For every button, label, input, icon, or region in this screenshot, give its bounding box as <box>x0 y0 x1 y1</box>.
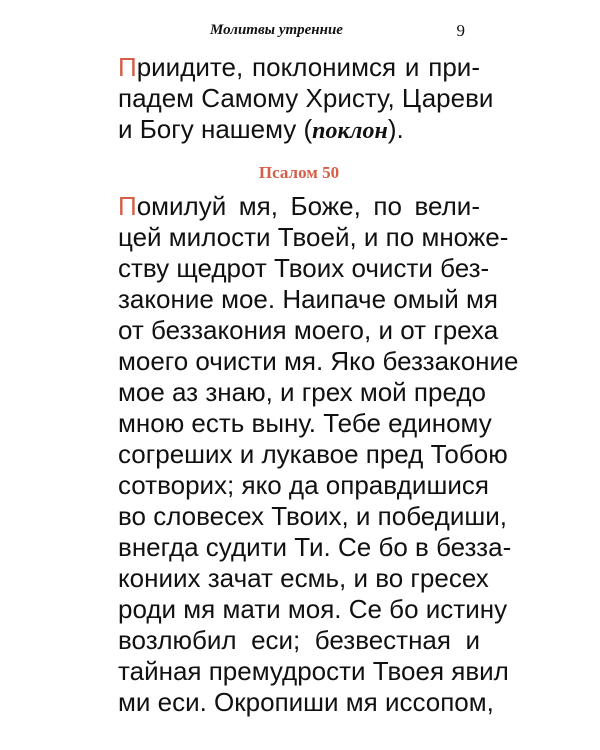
psalm-line: сотворих; яко да оправдишися <box>118 470 489 500</box>
rubric-bow: поклон <box>312 118 388 144</box>
psalm-line: мое аз знаю, и грех мой предо <box>118 377 486 407</box>
psalm-line: внегда судити Ти. Се бо в безза- <box>118 532 512 562</box>
intro-line-3-start: и Богу нашему ( <box>118 114 313 144</box>
running-head <box>118 22 480 46</box>
psalm-line-1 <box>118 191 480 222</box>
psalm-line: возлюбил еси; безвестная и <box>118 625 480 655</box>
page-number: 9 <box>456 21 465 40</box>
psalm-line: законие мое. Наипаче омый мя <box>118 284 498 314</box>
intro-line-3 <box>118 114 480 145</box>
intro-line-1 <box>118 52 480 83</box>
psalm-line: цей милости Твоей, и по множе- <box>118 222 509 252</box>
intro-line-3-end: ). <box>387 114 404 144</box>
intro-line-1-text: риидите, поклонимся и при- <box>136 52 480 82</box>
psalm-line: кониих зачат есмь, и во гресех <box>118 563 489 593</box>
psalm-line: мною есть выну. Тебе единому <box>118 408 492 438</box>
psalm-line: тайная премудрости Твоея явил <box>118 656 509 686</box>
psalm-line: ству щедрот Твоих очисти без- <box>118 253 490 283</box>
psalm-line: ми еси. Окропиши мя иссопом, <box>118 687 494 717</box>
psalm-line: моего очисти мя. Яко беззаконие <box>118 346 519 376</box>
psalm-line: роди мя мати моя. Се бо истину <box>118 594 508 624</box>
intro-paragraph <box>118 52 494 145</box>
psalm-line-1-text: омилуй мя, Боже, по вели- <box>136 191 480 221</box>
intro-line-2: падем Самому Христу, Цареви <box>118 83 494 113</box>
running-title: Молитвы утренние <box>210 22 343 38</box>
psalm-heading: Псалом 50 <box>258 163 340 182</box>
intro-initial-letter: П <box>118 52 137 82</box>
psalm-line: согреших и лукавое пред Тобою <box>118 439 508 469</box>
psalm-line: во словесех Твоих, и победиши, <box>118 501 507 531</box>
psalm-text <box>118 191 519 718</box>
psalm-initial-letter: П <box>118 191 137 221</box>
psalm-line: от беззакония моего, и от греха <box>118 315 499 345</box>
